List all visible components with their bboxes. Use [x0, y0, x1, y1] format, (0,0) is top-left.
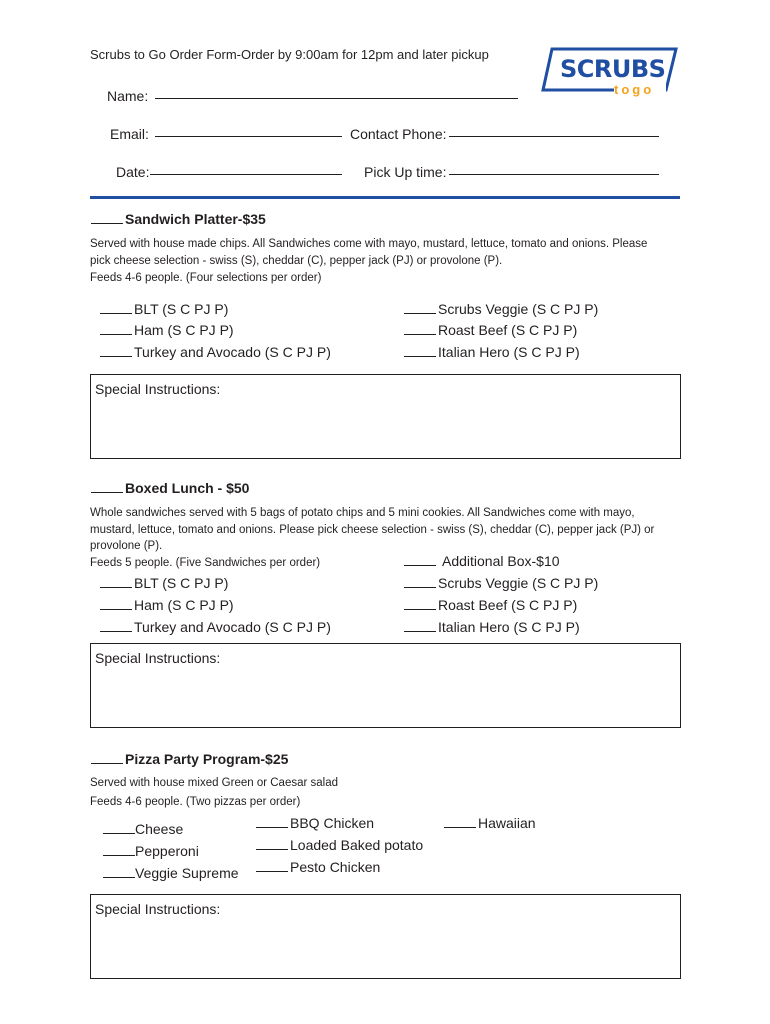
item-label: Pesto Chicken: [290, 859, 381, 875]
item-label: Loaded Baked potato: [290, 837, 424, 853]
email-label: Email:: [110, 126, 149, 142]
sandwich-feeds: Feeds 4-6 people. (Four selections per order): [90, 272, 322, 284]
email-field[interactable]: [155, 136, 342, 137]
phone-label: Contact Phone:: [350, 126, 447, 142]
pizza-item[interactable]: [103, 843, 199, 859]
sandwich-title-row[interactable]: [91, 211, 266, 227]
qty-blank[interactable]: [103, 833, 135, 834]
special-label: Special Instructions:: [95, 650, 221, 666]
sandwich-qty-field[interactable]: [91, 223, 123, 224]
qty-blank[interactable]: [100, 356, 132, 357]
pizza-item[interactable]: [103, 821, 183, 837]
item-label: Cheese: [135, 821, 184, 837]
pizza-special-box[interactable]: [90, 894, 681, 979]
item-label: Italian Hero (S C PJ P): [438, 344, 580, 360]
item-label: Pepperoni: [135, 843, 199, 859]
sandwich-item[interactable]: [100, 322, 234, 338]
special-label: Special Instructions:: [95, 901, 221, 917]
sandwich-item[interactable]: [100, 344, 331, 360]
logo-main-text: SCRUBS: [560, 55, 666, 83]
name-label: Name:: [107, 88, 149, 104]
phone-field[interactable]: [449, 136, 659, 137]
pizza-item[interactable]: [444, 815, 536, 831]
item-label: Ham (S C PJ P): [134, 597, 234, 613]
item-label: Ham (S C PJ P): [134, 322, 234, 338]
item-label: BLT (S C PJ P): [134, 301, 229, 317]
qty-blank[interactable]: [404, 334, 436, 335]
boxed-item[interactable]: [404, 619, 580, 635]
item-label: Turkey and Avocado (S C PJ P): [134, 344, 331, 360]
qty-blank[interactable]: [256, 871, 288, 872]
qty-blank[interactable]: [100, 631, 132, 632]
sandwich-item[interactable]: [404, 344, 580, 360]
item-label: Veggie Supreme: [135, 865, 239, 881]
qty-blank[interactable]: [404, 313, 436, 314]
qty-blank[interactable]: [103, 855, 135, 856]
pizza-item[interactable]: [256, 815, 374, 831]
sandwich-special-box[interactable]: [90, 374, 681, 459]
boxed-desc: Whole sandwiches served with 5 bags of potato chips and 5 mini cookies. All Sandwiches come with mayo, mustard, lettuce, tomato and onions. Please pick cheese selection - swiss (S), cheddar (C), pepper jack (PJ) or provolone (P).: [90, 507, 655, 552]
qty-blank[interactable]: [444, 827, 476, 828]
item-label: Roast Beef (S C PJ P): [438, 322, 578, 338]
qty-blank[interactable]: [100, 609, 132, 610]
form-title: Scrubs to Go Order Form-Order by 9:00am for 12pm and later pickup: [90, 47, 489, 62]
special-label: Special Instructions:: [95, 381, 221, 397]
boxed-item[interactable]: [100, 597, 234, 613]
item-label: Roast Beef (S C PJ P): [438, 597, 578, 613]
item-label: Scrubs Veggie (S C PJ P): [438, 575, 599, 591]
item-label: Turkey and Avocado (S C PJ P): [134, 619, 331, 635]
qty-blank[interactable]: [103, 877, 135, 878]
boxed-item[interactable]: [404, 597, 577, 613]
name-field[interactable]: [155, 98, 518, 99]
additional-box-item[interactable]: [404, 553, 560, 569]
item-label: BBQ Chicken: [290, 815, 375, 831]
pizza-item[interactable]: [103, 865, 239, 881]
item-label: Hawaiian: [478, 815, 536, 831]
pickup-label: Pick Up time:: [364, 164, 447, 180]
qty-blank[interactable]: [100, 334, 132, 335]
boxed-item[interactable]: [404, 575, 598, 591]
item-label: Additional Box-$10: [442, 553, 560, 569]
boxed-feeds: Feeds 5 people. (Five Sandwiches per order): [90, 557, 321, 569]
qty-blank[interactable]: [404, 609, 436, 610]
boxed-item[interactable]: [100, 575, 228, 591]
boxed-title: Boxed Lunch - $50: [125, 480, 250, 496]
pizza-qty-field[interactable]: [91, 763, 123, 764]
boxed-special-box[interactable]: [90, 643, 681, 728]
logo-sub-text: togo: [614, 82, 655, 97]
qty-blank[interactable]: [404, 565, 436, 566]
date-label: Date:: [116, 164, 150, 180]
boxed-qty-field[interactable]: [91, 492, 123, 493]
item-label: Scrubs Veggie (S C PJ P): [438, 301, 599, 317]
sandwich-desc: Served with house made chips. All Sandwiches come with mayo, mustard, lettuce, tomato and onions. Please pick cheese selection - swiss (S), cheddar (C), pepper jack (PJ) or provolone (P).: [90, 238, 648, 267]
qty-blank[interactable]: [404, 631, 436, 632]
sandwich-item[interactable]: [404, 322, 577, 338]
pickup-field[interactable]: [449, 174, 659, 175]
pizza-desc: Served with house mixed Green or Caesar salad: [90, 777, 339, 789]
pizza-item[interactable]: [256, 837, 423, 853]
qty-blank[interactable]: [404, 587, 436, 588]
qty-blank[interactable]: [100, 587, 132, 588]
qty-blank[interactable]: [404, 356, 436, 357]
qty-blank[interactable]: [256, 827, 288, 828]
qty-blank[interactable]: [100, 313, 132, 314]
date-field[interactable]: [150, 174, 342, 175]
sandwich-item[interactable]: [404, 301, 598, 317]
pizza-title-row[interactable]: [91, 751, 288, 767]
qty-blank[interactable]: [256, 849, 288, 850]
item-label: Italian Hero (S C PJ P): [438, 619, 580, 635]
sandwich-title: Sandwich Platter-$35: [125, 211, 266, 227]
item-label: BLT (S C PJ P): [134, 575, 229, 591]
pizza-feeds: Feeds 4-6 people. (Two pizzas per order): [90, 796, 301, 808]
header-divider: [90, 196, 680, 199]
boxed-title-row[interactable]: [91, 480, 249, 496]
pizza-title: Pizza Party Program-$25: [125, 751, 289, 767]
boxed-item[interactable]: [100, 619, 331, 635]
pizza-item[interactable]: [256, 859, 380, 875]
sandwich-item[interactable]: [100, 301, 228, 317]
scrubs-logo: [540, 46, 680, 102]
